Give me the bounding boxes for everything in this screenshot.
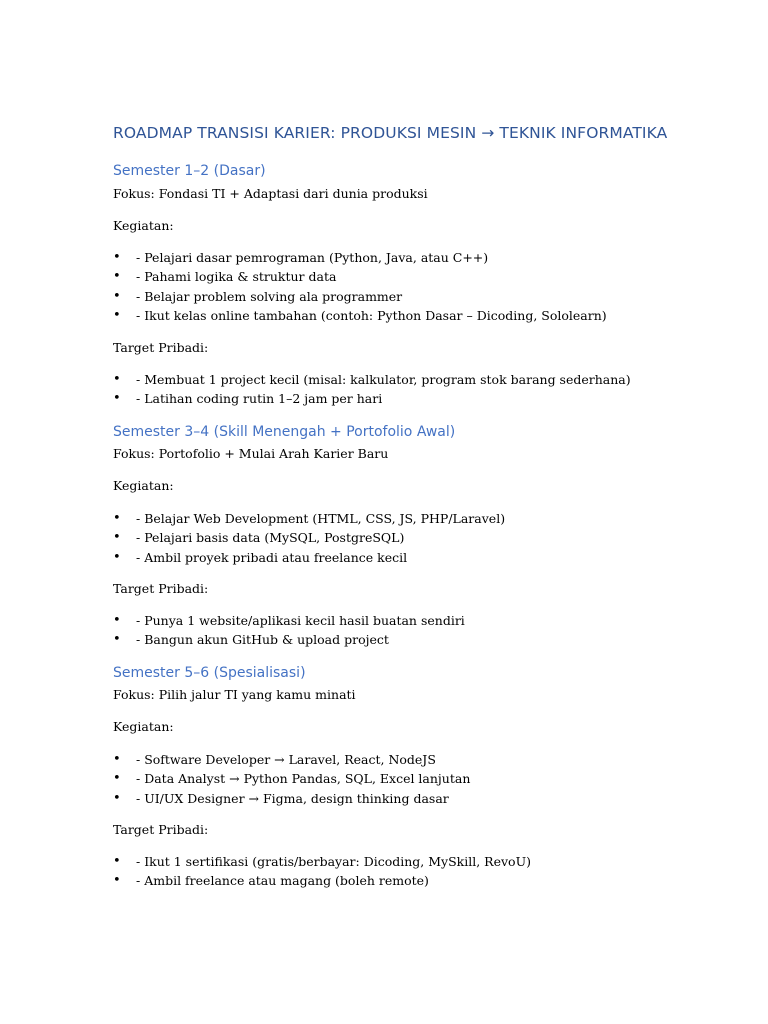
section-focus-semester-5-6: Fokus: Pilih jalur TI yang kamu minati <box>113 687 356 702</box>
list-item <box>113 370 631 389</box>
section-focus-semester-1-2: Fokus: Fondasi TI + Adaptasi dari dunia produksi <box>113 186 428 201</box>
activities-label-semester-3-4: Kegiatan: <box>113 478 174 493</box>
list-item <box>113 306 607 325</box>
list-item <box>113 871 531 890</box>
bullet-icon: • <box>113 250 121 265</box>
list-item-text: - Bangun akun GitHub & upload project <box>136 632 389 648</box>
list-item-text: - Ikut 1 sertifikasi (gratis/berbayar: Dicoding, MySkill, RevoU) <box>136 854 531 869</box>
activities-list-semester-1-2 <box>113 248 607 325</box>
list-item <box>113 630 465 649</box>
list-item-text: - Membuat 1 project kecil (misal: kalkulator, program stok barang sederhana) <box>136 372 631 387</box>
bullet-icon: • <box>113 530 121 546</box>
bullet-icon: • <box>113 511 121 526</box>
section-heading-semester-1-2: Semester 1–2 (Dasar) <box>113 163 266 179</box>
bullet-icon: • <box>113 752 121 767</box>
list-item-text: - Belajar Web Development (HTML, CSS, JS, PHP/Laravel) <box>136 511 506 526</box>
list-item-text: - Ikut kelas online tambahan (contoh: Python Dasar – Dicoding, Sololearn) <box>136 307 607 323</box>
activities-label-semester-1-2: Kegiatan: <box>113 218 174 233</box>
list-item-text: - Pahami logika & struktur data <box>136 269 337 285</box>
bullet-icon: • <box>113 854 121 869</box>
bullet-icon: • <box>113 771 121 787</box>
bullet-icon: • <box>113 269 121 285</box>
list-item <box>113 611 465 630</box>
section-heading-semester-3-4: Semester 3–4 (Skill Menengah + Portofolio Awal) <box>113 424 456 440</box>
list-item <box>113 750 470 769</box>
bullet-icon: • <box>113 549 121 565</box>
list-item-text: - UI/UX Designer → Figma, design thinking dasar <box>136 790 449 806</box>
list-item-text: - Data Analyst → Python Pandas, SQL, Excel lanjutan <box>136 771 471 787</box>
targets-list-semester-5-6 <box>113 852 531 891</box>
list-item <box>113 248 607 267</box>
targets-label-semester-5-6: Target Pribadi: <box>113 822 209 837</box>
bullet-icon: • <box>113 307 121 323</box>
activities-list-semester-3-4 <box>113 509 505 567</box>
bullet-icon: • <box>113 873 121 889</box>
activities-list-semester-5-6 <box>113 750 470 808</box>
section-focus-semester-3-4: Fokus: Portofolio + Mulai Arah Karier Baru <box>113 446 389 461</box>
list-item-text: - Belajar problem solving ala programmer <box>136 288 403 304</box>
list-item-text: - Latihan coding rutin 1–2 jam per hari <box>136 391 383 407</box>
list-item-text: - Pelajari basis data (MySQL, PostgreSQL) <box>136 530 405 546</box>
bullet-icon: • <box>113 790 121 806</box>
list-item <box>113 852 531 871</box>
bullet-icon: • <box>113 372 121 387</box>
bullet-icon: • <box>113 391 121 407</box>
list-item <box>113 267 607 286</box>
list-item <box>113 528 505 547</box>
list-item-text: - Pelajari dasar pemrograman (Python, Java, atau C++) <box>136 250 489 265</box>
section-heading-semester-5-6: Semester 5–6 (Spesialisasi) <box>113 665 306 681</box>
list-item-text: - Ambil freelance atau magang (boleh remote) <box>136 873 429 889</box>
bullet-icon: • <box>113 632 121 648</box>
activities-label-semester-5-6: Kegiatan: <box>113 719 174 734</box>
targets-list-semester-1-2 <box>113 370 631 409</box>
list-item-text: - Punya 1 website/aplikasi kecil hasil buatan sendiri <box>136 613 465 628</box>
list-item <box>113 789 470 808</box>
list-item <box>113 509 505 528</box>
list-item-text: - Software Developer → Laravel, React, NodeJS <box>136 752 436 767</box>
list-item <box>113 389 631 408</box>
targets-label-semester-1-2: Target Pribadi: <box>113 340 209 355</box>
document-title: ROADMAP TRANSISI KARIER: PRODUKSI MESIN → TEKNIK INFORMATIKA <box>113 124 668 142</box>
list-item <box>113 287 607 306</box>
list-item-text: - Ambil proyek pribadi atau freelance kecil <box>136 549 408 565</box>
targets-label-semester-3-4: Target Pribadi: <box>113 581 209 596</box>
targets-list-semester-3-4 <box>113 611 465 650</box>
bullet-icon: • <box>113 613 121 628</box>
list-item <box>113 548 505 567</box>
bullet-icon: • <box>113 288 121 304</box>
list-item <box>113 769 470 788</box>
